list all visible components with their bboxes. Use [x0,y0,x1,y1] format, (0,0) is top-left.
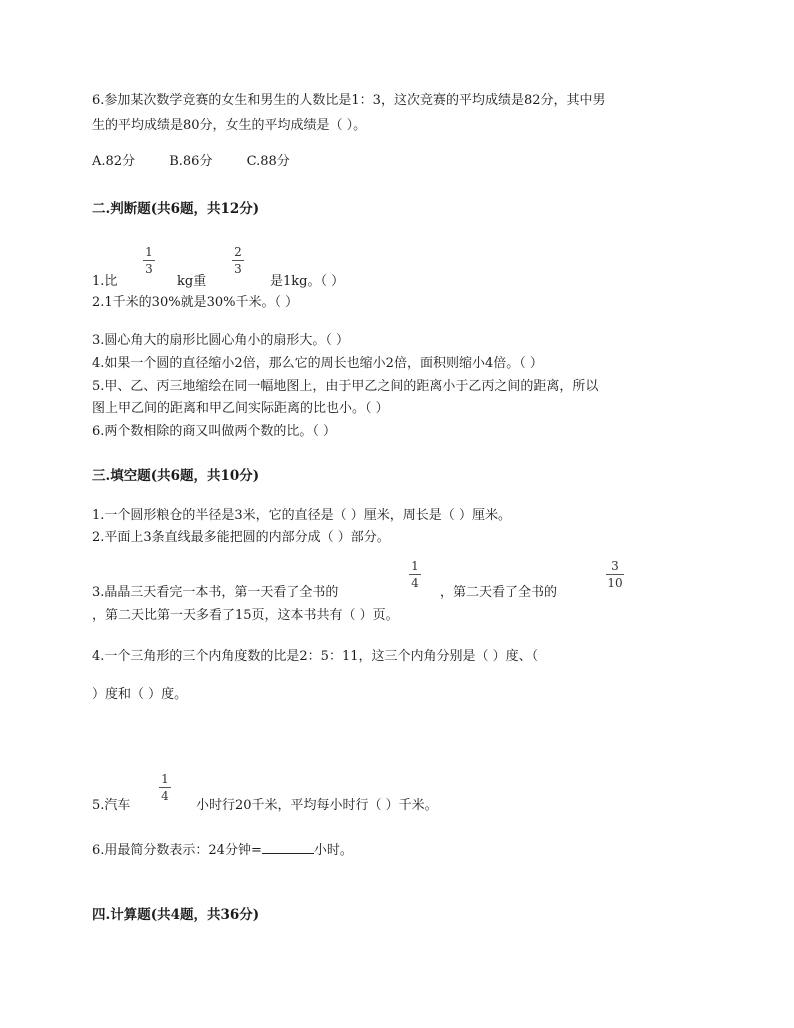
question-text: 4.一个三角形的三个内角度数的比是2：5：11，这三个内角分别是（ ）度、（ [92,649,539,664]
question-text: ，第二天看了全书的 [440,585,558,600]
question-text: 是1kg。（ ） [270,274,345,289]
fraction-denominator: 3 [234,262,242,276]
question-suffix: 小时。 [313,843,353,858]
question-text: 3.晶晶三天看完一本书，第一天看了全书的 [92,585,339,600]
question-text: 4.如果一个圆的直径缩小2倍，那么它的周长也缩小2倍，面积则缩小4倍。（ ） [92,356,543,371]
answer-options [92,153,320,171]
fraction-numerator: 1 [161,772,169,786]
fraction-numerator: 1 [411,559,419,573]
question-text: 生的平均成绩是80分，女生的平均成绩是（ ）。 [92,118,367,133]
question-text: 3.圆心角大的扇形比圆心角小的扇形大。（ ） [92,333,350,348]
option-c: C.88分 [246,154,290,169]
fraction [409,559,421,590]
fraction [143,245,155,276]
fraction-numerator: 1 [145,245,153,259]
answer-blank[interactable] [262,841,314,854]
section-heading: 四.计算题(共4题，共36分) [92,907,260,923]
question-text [92,841,353,860]
fraction-numerator: 3 [611,559,619,573]
question-text: 6.参加某次数学竞赛的女生和男生的人数比是1：3，这次竞赛的平均成绩是82分，其中男 [92,93,606,108]
question-text: 图上甲乙间的距离和甲乙间实际距离的比也小。（ ） [92,401,389,416]
fraction-numerator: 2 [234,245,242,259]
fraction [232,245,244,276]
section-heading: 三.填空题(共6题，共10分) [92,468,260,484]
question-text [92,273,117,291]
question-text: 2.平面上3条直线最多能把圆的内部分成（ ）部分。 [92,530,390,545]
fraction-bar [232,260,244,261]
fraction [606,559,624,590]
question-prefix: 1.比 [92,274,118,289]
question-text: 2.1千米的30%就是30%千米。（ ） [92,295,299,310]
fraction-denominator: 4 [161,789,169,803]
fraction-bar [409,574,421,575]
option-a: A.82分 [92,154,136,169]
question-text: 6.两个数相除的商又叫做两个数的比。（ ） [92,424,337,439]
fraction-bar [606,574,624,575]
question-text: ，第二天比第一天多看了15页，这本书共有（ ）页。 [92,608,399,623]
question-text: ）度和（ ）度。 [92,687,188,702]
option-b: B.86分 [169,154,213,169]
question-text: 5.甲、乙、丙三地缩绘在同一幅地图上，由于甲乙之间的距离小于乙丙之间的距离，所以 [92,379,599,394]
fraction-bar [159,787,171,788]
fraction [159,772,171,803]
question-text: kg重 [177,274,207,289]
fraction-denominator: 10 [607,576,623,590]
section-heading: 二.判断题(共6题，共12分) [92,201,260,217]
fraction-denominator: 3 [145,262,153,276]
question-text: 5.汽车 [92,798,131,813]
question-text: 1.一个圆形粮仓的半径是3米，它的直径是（ ）厘米，周长是（ ）厘米。 [92,508,511,523]
question-text: 小时行20千米，平均每小时行（ ）千米。 [196,798,438,813]
fraction-bar [143,260,155,261]
fraction-denominator: 4 [411,576,419,590]
question-prefix: 6.用最简分数表示：24分钟= [92,843,262,858]
